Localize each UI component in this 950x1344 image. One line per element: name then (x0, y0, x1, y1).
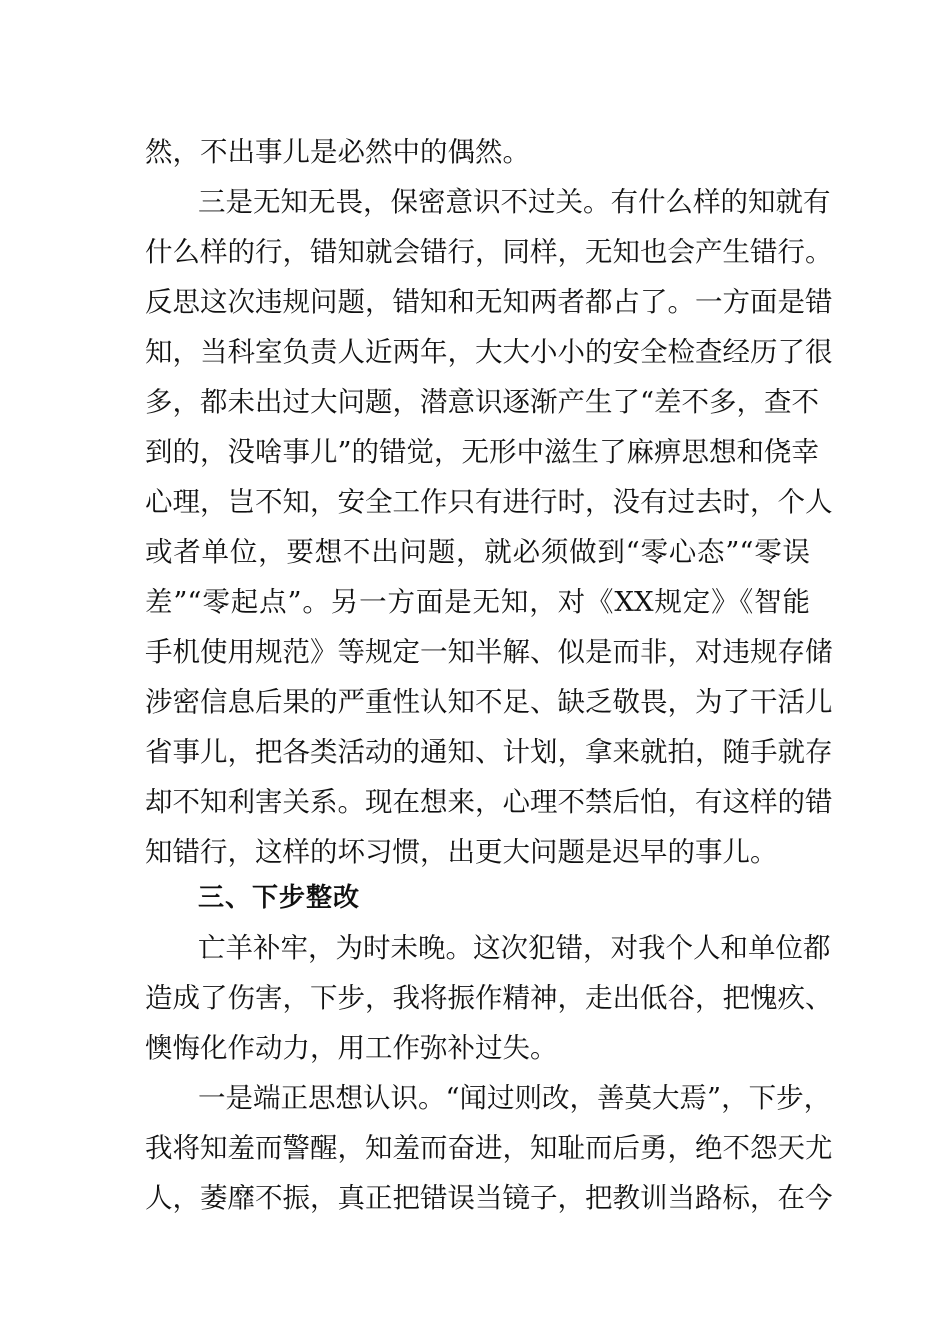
text-line: 手机使用规范》等规定一知半解、似是而非，对违规存储 (145, 636, 833, 668)
text-line: 我将知羞而警醒，知羞而奋进，知耻而后勇，绝不怨天尤 (145, 1132, 833, 1164)
text-line: 一是端正思想认识。“闻过则改，善莫大焉”，下步， (198, 1082, 832, 1114)
text-line: 涉密信息后果的严重性认知不足、缺乏敬畏，为了干活儿 (145, 686, 833, 718)
text-line: 人，萎靡不振，真正把错误当镜子，把教训当路标，在今 (145, 1182, 833, 1214)
text-line: 或者单位，要想不出问题，就必须做到“零心态”“零误 (145, 536, 810, 568)
text-line: 然，不出事儿是必然中的偶然。 (145, 136, 530, 168)
text-line: 差”“零起点”。另一方面是无知，对《XX规定》《智能 (145, 586, 810, 618)
text-line: 省事儿，把各类活动的通知、计划，拿来就拍，随手就存 (145, 736, 833, 768)
text-line: 多，都未出过大问题，潜意识逐渐产生了“差不多，查不 (145, 386, 820, 418)
text-line: 却不知利害关系。现在想来，心理不禁后怕，有这样的错 (145, 786, 833, 818)
text-line: 心理，岂不知，安全工作只有进行时，没有过去时，个人 (145, 486, 833, 518)
text-line: 三是无知无畏，保密意识不过关。有什么样的知就有 (198, 186, 831, 218)
text-line: 反思这次违规问题，错知和无知两者都占了。一方面是错 (145, 286, 833, 318)
text-line: 知错行，这样的坏习惯，出更大问题是迟早的事儿。 (145, 836, 778, 868)
text-line: 知，当科室负责人近两年，大大小小的安全检查经历了很 (145, 336, 833, 368)
section-heading: 三、下步整改 (198, 883, 361, 913)
text-line: 造成了伤害，下步，我将振作精神，走出低谷，把愧疚、 (145, 982, 833, 1014)
text-line: 到的，没啥事儿”的错觉，无形中滋生了麻痹思想和侥幸 (145, 436, 820, 468)
text-line: 亡羊补牢，为时未晚。这次犯错，对我个人和单位都 (198, 932, 831, 964)
text-line: 懊悔化作动力，用工作弥补过失。 (145, 1032, 558, 1064)
text-line: 什么样的行，错知就会错行，同样，无知也会产生错行。 (145, 236, 833, 268)
